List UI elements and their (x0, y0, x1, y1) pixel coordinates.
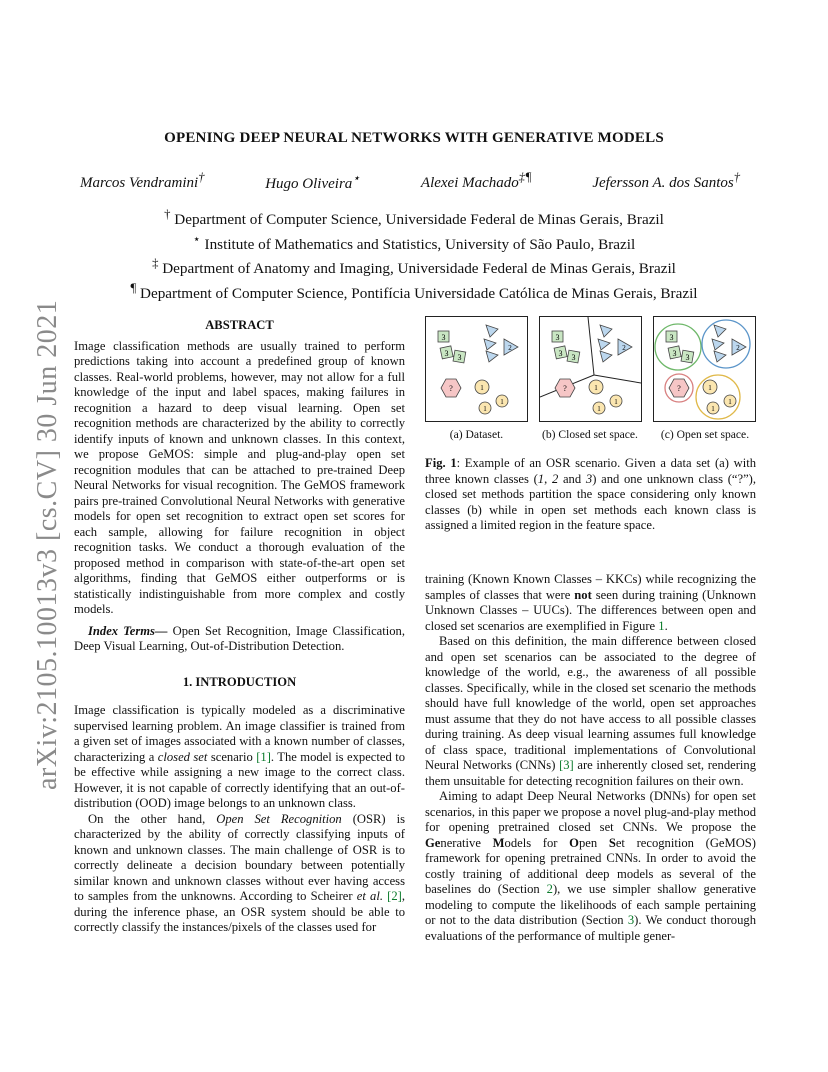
right-paragraph-2: Based on this definition, the main difference between closed and open set scenarios can be associated to the degree of knowledge of the world, e.g., the awareness of all possible classes. Specifically, while in the closed set scenario the methods should have full knowledge of the world, open set approaches must assume that they do not have access to all possible classes during training. As deep visual learning assumes full knowledge of class space, traditional implementations of Convolutional Neural Networks (CNNs) [3] are inherently closed set, rendering them unsuitable for detecting recognition failures on their own. (425, 634, 756, 788)
svg-text:3: 3 (669, 333, 674, 342)
svg-text:3: 3 (457, 353, 462, 362)
svg-text:2: 2 (736, 344, 740, 352)
citation-link[interactable]: [3] (559, 758, 574, 772)
subcaption-b: (b) Closed set space. (542, 428, 638, 441)
class-3-markers (438, 331, 466, 363)
affiliation: ¶ Department of Computer Science, Pontifícia Universidade Católica de Minas Gerais, Brazil (130, 280, 698, 303)
index-terms: Index Terms— Open Set Recognition, Image Classification, Deep Visual Learning, Out-of-Distribution Detection. (74, 623, 405, 653)
section-link[interactable]: 3 (627, 913, 635, 927)
class-2-markers (484, 325, 518, 362)
figure-link[interactable]: 1 (658, 618, 665, 633)
svg-text:?: ? (563, 384, 567, 393)
svg-text:3: 3 (441, 333, 446, 342)
intro-paragraph-1: Image classification is typically modeled as a discriminative supervised learning problem. An image classifier is trained from a given set of images associated with a known number of classes, characterizing a closed set scenario [1]. The model is expected to be effective while assigning a new image to the correct class. However, it is not capable of correctly identifying that an out-of-distribution (OOD) image belongs to an unknown class. (74, 703, 406, 810)
svg-text:3: 3 (571, 353, 576, 362)
svg-text:3: 3 (558, 349, 563, 358)
figure-panel-open-set (653, 316, 756, 422)
subcaption-c: (c) Open set space. (660, 428, 750, 441)
svg-text:1: 1 (711, 405, 715, 413)
author: Jefersson A. dos Santos† (592, 170, 740, 191)
class-1-markers (475, 380, 508, 414)
author: Marcos Vendramini† (80, 170, 205, 191)
svg-text:3: 3 (672, 349, 677, 358)
svg-text:1: 1 (483, 405, 487, 413)
citation-link[interactable]: [2] (387, 889, 402, 903)
intro-paragraph-2: On the other hand, Open Set Recognition (OSR) is characterized by the ability of correctly classifying inputs of known and unknown classes. The main challenge of OSR is to correctly delineate a decision boundary between potentially similar known and unknown classes without ever having access to samples from the unknowns. According to Scheirer et al. [2], during the inference phase, an OSR system should be able to correctly classify the instances/pixels of the classes used for (74, 811, 406, 934)
svg-text:1: 1 (728, 398, 732, 406)
paper-title: OPENING DEEP NEURAL NETWORKS WITH GENERATIVE MODELS (164, 130, 664, 146)
svg-text:1: 1 (614, 398, 618, 406)
svg-text:1: 1 (594, 384, 598, 392)
figure-panel-closed-set (539, 316, 642, 422)
right-paragraph-1: training (Known Known Classes – KKCs) while recognizing the samples of classes that were not seen during training (Unknown Unknown Classes – UUCs). The differences between open and closed set scenarios are exemplified in Figure 1. (425, 572, 756, 633)
svg-text:3: 3 (444, 349, 449, 358)
right-column (425, 572, 756, 944)
arxiv-identifier: arXiv:2105.10013v3 [cs.CV] 30 Jun 2021 (32, 299, 63, 790)
abstract-text: Image classification methods are usually trained to perform predictions taking into account a predefined group of known classes. Real-world problems, however, may not allow for a full knowledge of the input and label spaces, making failures in recognition a hazard to deep visual learning. Open set recognition methods are characterized by the ability to correctly identify inputs of known and unknown classes. In this context, we propose GeMOS: simple and plug-and-play open set recognition modules that can be attached to pre-trained Deep Neural Networks for visual recognition. The GeMOS framework pairs pre-trained Convolutional Neural Networks with generative models for open set recognition to extract open set scores for each sample, allowing for failure recognition in object recognition tasks. We conduct a thorough evaluation of the proposed method in comparison with state-of-the-art open set algorithms, finding that GeMOS either outperforms or is statistically indistinguishable from more complex and costly models. (74, 338, 405, 616)
introduction-heading: 1. INTRODUCTION (182, 674, 297, 689)
author-list (80, 170, 740, 193)
svg-text:3: 3 (555, 333, 560, 342)
author: Alexei Machado‡¶ (420, 170, 532, 191)
svg-text:1: 1 (597, 405, 601, 413)
citation-link[interactable]: [1] (256, 749, 271, 764)
svg-text:1: 1 (708, 384, 712, 392)
abstract-heading: ABSTRACT (205, 318, 274, 332)
svg-text:2: 2 (508, 344, 512, 352)
svg-text:3: 3 (685, 353, 690, 362)
left-column (74, 318, 405, 936)
svg-text:1: 1 (500, 398, 504, 406)
svg-text:1: 1 (480, 384, 484, 392)
svg-text:?: ? (449, 384, 453, 393)
affiliation: ⋆ Institute of Mathematics and Statistics, University of São Paulo, Brazil (192, 231, 636, 253)
affiliation-list (0, 205, 828, 304)
affiliation: † Department of Computer Science, Universidade Federal de Minas Gerais, Brazil (164, 207, 664, 229)
affiliation: ‡ Department of Anatomy and Imaging, Universidade Federal de Minas Gerais, Brazil (152, 256, 676, 278)
right-paragraph-3: Aiming to adapt Deep Neural Networks (DNNs) for open set scenarios, in this paper we propose a novel plug-and-play method for opening pretrained closed set CNNs. We propose the Generative Models for Open Set recognition (GeMOS) framework for opening pretrained CNNs. In order to avoid the costly training of additional deep models as several of the baselines do (Section 2), we use simpler shallow generative modeling to compute the likelihoods of each sample pertaining or not to the data distribution (Section 3). We conduct thorough evaluations of the performance of multiple gener- (425, 789, 756, 943)
subcaption-a: (a) Dataset. (449, 428, 504, 441)
figure-panel-dataset (425, 316, 528, 422)
svg-text:?: ? (677, 384, 681, 393)
figure-caption: Fig. 1: Example of an OSR scenario. Given a data set (a) with three known classes (1, 2 and 3) and one unknown class (“?”), closed set methods partition the space considering only known classes (b) while in open set methods each known class is assigned a limited region in the feature space. (425, 456, 757, 532)
svg-text:2: 2 (622, 344, 626, 352)
author: Hugo Oliveira⋆ (265, 171, 361, 192)
unknown-marker (441, 379, 461, 397)
section-link[interactable]: 2 (546, 882, 553, 896)
